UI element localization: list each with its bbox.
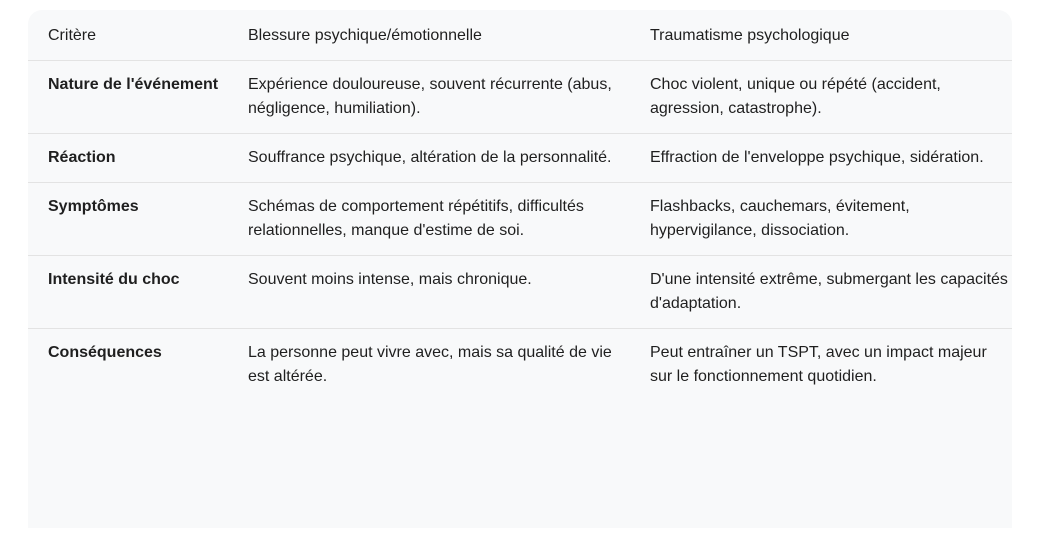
row-criterion: Symptômes bbox=[28, 183, 228, 256]
table-row bbox=[28, 256, 1012, 329]
table-header-row bbox=[28, 10, 1012, 61]
table-row bbox=[28, 134, 1012, 183]
row-emotional-wound-cell: La personne peut vivre avec, mais sa qualité de vie est altérée. bbox=[248, 344, 612, 385]
row-trauma-cell: Choc violent, unique ou répété (accident, agression, catastrophe). bbox=[630, 61, 1012, 134]
table-row bbox=[28, 61, 1012, 134]
row-trauma-cell: D'une intensité extrême, submergant les capacités d'adaptation. bbox=[630, 256, 1012, 329]
header-criterion: Critère bbox=[28, 10, 228, 61]
header-emotional-wound: Blessure psychique/émotionnelle bbox=[228, 10, 630, 61]
row-criterion: Nature de l'événement bbox=[28, 61, 228, 134]
row-emotional-wound-cell: Souvent moins intense, mais chronique. bbox=[228, 256, 630, 329]
table-row bbox=[28, 183, 1012, 256]
row-emotional-wound-cell: Souffrance psychique, altération de la personnalité. bbox=[228, 134, 630, 183]
row-trauma-cell: Peut entraîner un TSPT, avec un impact majeur sur le fonctionnement quotidien. bbox=[650, 344, 987, 385]
row-trauma-cell: Flashbacks, cauchemars, évitement, hypervigilance, dissociation. bbox=[630, 183, 1012, 256]
row-criterion: Réaction bbox=[28, 134, 228, 183]
row-criterion: Conséquences bbox=[48, 344, 162, 361]
row-emotional-wound-cell: Schémas de comportement répétitifs, difficultés relationnelles, manque d'estime de soi. bbox=[228, 183, 630, 256]
header-psychological-trauma: Traumatisme psychologique bbox=[630, 10, 1012, 61]
comparison-table-container bbox=[28, 10, 1012, 528]
comparison-table bbox=[28, 10, 1012, 401]
row-criterion: Intensité du choc bbox=[28, 256, 228, 329]
row-trauma-cell: Effraction de l'enveloppe psychique, sidération. bbox=[630, 134, 1012, 183]
row-emotional-wound-cell: Expérience douloureuse, souvent récurrente (abus, négligence, humiliation). bbox=[228, 61, 630, 134]
table-row bbox=[28, 329, 1012, 402]
